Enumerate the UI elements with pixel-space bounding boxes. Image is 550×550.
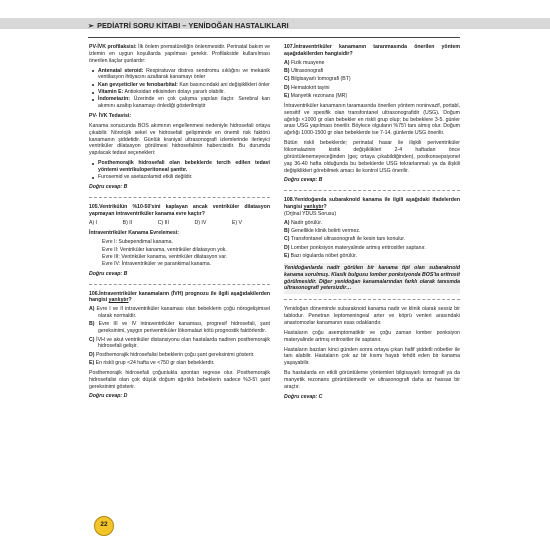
option: C) III: [157, 219, 169, 226]
list-item: Evre IV: İntraventriküler ve parankimal kanama.: [102, 260, 212, 267]
option: E) Bazı olgularda nöbet görülür.: [284, 253, 357, 260]
question-105-options: [89, 220, 270, 227]
list-item: Kan gevşeticiler ve fenobarbital: Kan basıncındaki ani değişiklikleri önler: [98, 81, 270, 88]
option: A) I: [89, 219, 98, 226]
arrow-icon: ➢: [88, 21, 95, 30]
explanation: Bu hastalarda en etkili görüntüleme yöntemleri bilgisayarlı tomografi ya da manyetik rezonans görüntülemedir ve ultrasonografi daha az hassas bir araçtır.: [284, 370, 460, 390]
option: B) Ultrasonografi: [284, 68, 324, 75]
option: C) Bilgisayarlı tomografi (BT): [284, 76, 351, 83]
answer-label: Doğru cevap: B: [89, 270, 128, 277]
answer-label: Doğru cevap: C: [284, 393, 323, 400]
option: D) Posthemorajik hidrosefalisi bebeklerin çoğu şant gereksinimi gösterir.: [89, 351, 255, 358]
list-item: Evre I: Subependimal kanama.: [102, 239, 173, 246]
option: C) İVH ve akut ventriküler distansiyonu olan hastalarda nadiren posthemorajik hidrosefali gelişir.: [89, 336, 270, 350]
list-item: Posthemorajik hidrosefali olan bebeklerde tercih edilen tedavi yöntemi ventrikuloperitoneal şanttır.: [98, 160, 270, 173]
list-item: İndometazin: Üzerinde en çok çalışma yapılan ilaçtır. Serebral kan akımını azaltıp kanamayı önlediği gösterilmiştir: [98, 96, 271, 110]
list-item: Furosemid ve asetazolamid etkili değildir.: [98, 174, 270, 181]
right-column: [284, 44, 460, 406]
question-105: 105.Ventrikülün %10-50'sini kaplayan ancak ventriküler dilatasyon yapmayan intraventriküler kanama evre kaçtır?: [89, 204, 270, 217]
explanation: İntraventriküler kanamanın taramasında önerilen yöntem noninvazif, portabl, sensitif ve spesifik olan transfontanel ultrasonografidir (USG). Doğum ağırlığı <1000 gr olan bebekler en riskli grup olup; bu bebeklere 3-5. günler arası USG yapılması önerilir. Böylece olguların %75'i tanı almış olur. Doğum ağırlığı 1000-1500 gr olan bebeklerde ise 7-14. günlerde USG önerilir.: [284, 102, 460, 137]
option: B) II: [122, 219, 133, 226]
divider: [284, 299, 460, 300]
option: D) Hematokrit tayini: [284, 84, 330, 91]
answer-label: Doğru cevap: B: [284, 177, 323, 184]
question-108: 108.Yenidoğanda subaraknoid kanama ile ilgili aşağıdaki ifadelerden hangisi yanlıştır?: [284, 197, 460, 211]
list-item: Antenatal steroid: Respiratuvar distres sendromu sıklığını ve mekanik ventilasyon ihtiyacını azaltarak kanamayı önler: [98, 67, 270, 81]
pviv-paragraph: [89, 44, 270, 65]
option: A) Nadir görülür.: [284, 219, 323, 226]
option: E) V: [231, 219, 242, 226]
pviv-heading: PV-İVK profilaksisi:: [89, 44, 137, 50]
option: A) Fizik muayene: [284, 59, 325, 66]
option: D) Lomber ponksiyon materyalinde artmış eritrositler saptanır.: [284, 244, 426, 251]
page-number: 22: [100, 521, 108, 528]
question-107: 107.İntraventriküler kanamanın taranmasında önerilen yöntem aşağıdakilerden hangisidir?: [284, 44, 460, 57]
highlight-text: Yenidoğanlarda nadir görülen bir kanama tipi olan subaraknoid kanama sorulmuş. Klasik bulgusu lomber ponksiyonda BOS'ta eritrosit görülmesidir. Diğer yenidoğan kanamalarından farklı olarak tanısında ultrasonografi yetersizdir…: [284, 264, 460, 292]
running-header: [88, 21, 289, 30]
option: D) IV: [194, 219, 207, 226]
header-title: PEDİATRİ SORU KİTABI – YENİDOĞAN HASTALIKLARI: [97, 21, 289, 30]
option: B) Genellikle klinik belirti vermez.: [284, 228, 361, 235]
highlight-box: [284, 263, 460, 294]
divider: [89, 284, 270, 285]
treatment-list: [89, 160, 270, 181]
treatment-heading: PV- İVK Tedavisi:: [89, 113, 131, 120]
explanation: Posthemorajik hidrosefali çoğunlukla spontan regrese olur. Posthemorajik hidrosefalisi olan çok düşük doğum ağırlıklı bebeklerin sadece %3-5'i şant gereksinimi gösterir.: [89, 369, 270, 390]
treatment-text: Kanama sonucunda BOS akımının engellenmesi nedeniyle hidrosefali ortaya çıkabilir. Nörolojik sekel ve hidrosefali gelişiminde en önemli risk faktörü kanamanın şiddetidir. Günlük kraniyal ultrasonografi izlemlerinde ilerleyici ventriküler dilatasyon görülmesi hidrosefalinin habercisidir. Bu durumda yapılacak tedavi seçenekleri:: [89, 122, 270, 157]
option: B) Evre III ve IV intraventriküler kanaması, progresif hidrosefali, şant gereksinimi, yaygın periventriküler lökomalazi kötü prognostik faktörlerdir.: [89, 321, 270, 335]
list-item: Evre III: Ventriküler kanama, ventriküler dilatasyon var.: [102, 253, 228, 260]
divider: [89, 197, 270, 198]
prophylaxis-list: [89, 68, 270, 111]
ivk-staging-list: [89, 239, 270, 267]
ivk-staging-heading: İntraventriküler Kanama Evrelemesi:: [89, 229, 179, 236]
question-106: 106.İntraventriküler kanamaların (İVH) prognozu ile ilgili aşağıdakilerden hangisi yanlıştır?: [89, 290, 270, 304]
explanation: Bütün riskli bebeklerde; perinatal hasar ile ilişkili periventriküler lökomalazinin kistik değişiklikleri 2-4 haftadan önce görüntülenemeyeceğinden (geç ortaya çıkabildiğinden), postkonsepsiyonel yaş 36-40 hafta olduğunda bu bebeklerde USG tekrarlanmalı ya da ilişkili değişiklikleri görebilmek amacı ile kontrol USG önerilir.: [284, 140, 460, 174]
option: E) En riskli grup <24 hafta ve <750 gr olan bebeklerdir.: [89, 360, 215, 367]
list-item: Vitamin E: Antioksidan etkisinden dolayı yararlı olabilir.: [98, 89, 270, 96]
explanation: Yenidoğan döneminde subaraknoid kanama nadir ve klinik olarak sessiz bir tablodur. Penetran leptomeningeal arter ve köprü venleri arasındaki anastomozlar kanamanın esas odaklarıdır.: [284, 306, 460, 326]
option: C) Transfontanel ultrasonografi ile kesin tanı konulur.: [284, 236, 406, 243]
left-column: [89, 44, 270, 406]
option: E) Manyetik rezonans (MR): [284, 93, 348, 100]
divider: [284, 190, 460, 191]
option: A) Evre I ve II intraventriküler kanaması olan bebeklerin çoğu nörogelişimsel olarak normaldir.: [89, 306, 270, 320]
answer-label: Doğru cevap: D: [89, 393, 128, 400]
list-item: Evre II: Ventriküler kanama, ventriküler dilatasyon yok.: [102, 246, 227, 253]
pviv-text: İlk önlem prematüreliğin önlenmesidir. Perinatal bakım ve izlemin en uygun koşullarda yapılması gerekir. Profilakside kullanılması önerilen ilaçlar şunlardır:: [89, 44, 270, 64]
question-source: (Orjinal YDUS Sorusu): [284, 210, 337, 217]
answer-label: Doğru cevap: B: [89, 184, 128, 191]
header-divider: [88, 37, 460, 38]
explanation: Hastaların bazıları kinci günden sonra ortaya çıkan hafif şiddetli nöbetler ile tanı alabilir. Hastaların çok az bir kısmı hayatı tehdit eden bir kanama yaşayabilir.: [284, 346, 460, 367]
explanation: Hastaların çoğu asemptomatiktir ve çoğu zaman lomber ponksiyon materyalinde artmış eritrositler ile saptanır.: [284, 329, 460, 343]
